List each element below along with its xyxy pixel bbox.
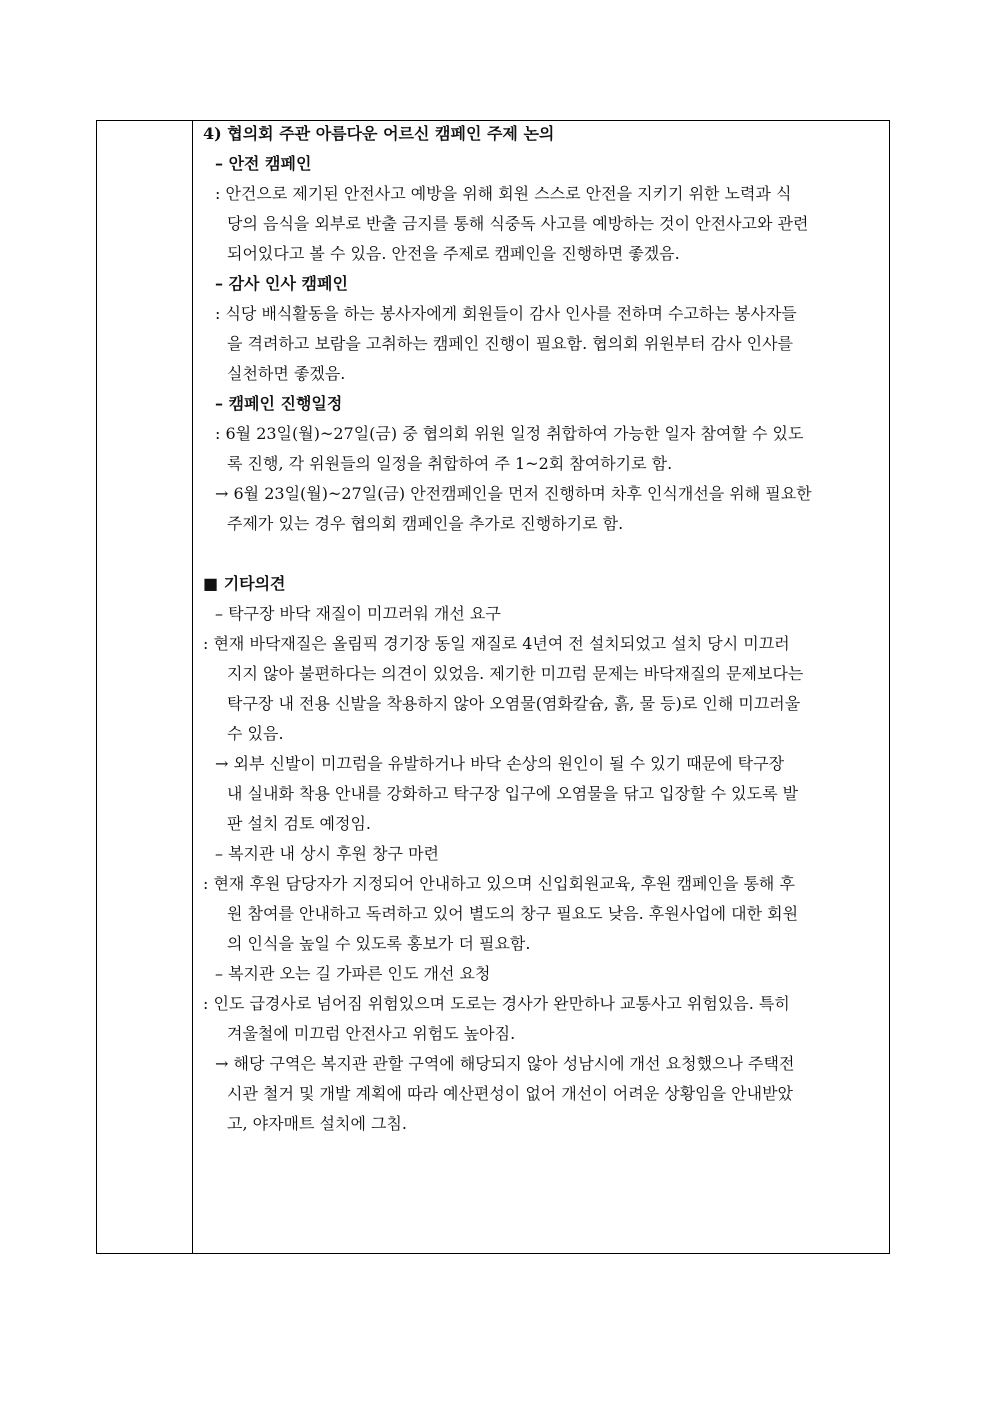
table-tennis-line: 판 설치 검토 예정임. xyxy=(227,814,371,833)
sidewalk-line: : 인도 급경사로 넘어짐 위험있으며 도로는 경사가 완만하나 교통사고 위험있음. 특히 xyxy=(203,994,790,1013)
schedule-line: 록 진행, 각 위원들의 일정을 취합하여 주 1~2회 참여하기로 함. xyxy=(227,454,673,473)
sidewalk-line: 시관 철거 및 개발 계획에 따라 예산편성이 없어 개선이 어려운 상황임을 안내받았 xyxy=(227,1084,793,1103)
donation-line: 원 참여를 안내하고 독려하고 있어 별도의 창구 필요도 낮음. 후원사업에 대한 회원 xyxy=(227,904,799,923)
donation-title: – 복지관 내 상시 후원 창구 마련 xyxy=(215,844,439,863)
thanks-line: : 식당 배식활동을 하는 봉사자에게 회원들이 감사 인사를 전하며 수고하는 봉사자들 xyxy=(215,304,797,323)
label-column xyxy=(97,121,193,1253)
sidewalk-title: – 복지관 오는 길 가파른 인도 개선 요청 xyxy=(215,964,491,983)
sidewalk-line: → 해당 구역은 복지관 관할 구역에 해당되지 않아 성남시에 개선 요청했으나 주택전 xyxy=(215,1054,795,1073)
table-tennis-line: 수 있음. xyxy=(227,724,284,743)
thanks-campaign-title: – 감사 인사 캠페인 xyxy=(215,274,348,293)
sidewalk-line: 고, 야자매트 설치에 그침. xyxy=(227,1114,407,1133)
table-tennis-line: 지지 않아 불편하다는 의견이 있었음. 제기한 미끄럼 문제는 바닥재질의 문제보다는 xyxy=(227,664,804,683)
other-opinions-heading: ■ 기타의견 xyxy=(203,574,286,593)
sidewalk-line: 겨울철에 미끄럼 안전사고 위험도 높아짐. xyxy=(227,1024,516,1043)
table-tennis-title: – 탁구장 바닥 재질이 미끄러워 개선 요구 xyxy=(215,604,501,623)
table-tennis-line: → 외부 신발이 미끄럼을 유발하거나 바닥 손상의 원인이 될 수 있기 때문에 탁구장 xyxy=(215,754,785,773)
table-tennis-line: : 현재 바닥재질은 올림픽 경기장 동일 재질로 4년여 전 설치되었고 설치 당시 미끄러 xyxy=(203,634,790,653)
schedule-title: – 캠페인 진행일정 xyxy=(215,394,343,413)
schedule-line: 주제가 있는 경우 협의회 캠페인을 추가로 진행하기로 함. xyxy=(227,514,624,533)
safety-campaign-title: – 안전 캠페인 xyxy=(215,154,312,173)
thanks-line: 을 격려하고 보람을 고취하는 캠페인 진행이 필요함. 협의회 위원부터 감사 인사를 xyxy=(227,334,793,353)
schedule-line: : 6월 23일(월)~27일(금) 중 협의회 위원 일정 취합하여 가능한 일자 참여할 수 있도 xyxy=(215,424,804,443)
table-tennis-line: 탁구장 내 전용 신발을 착용하지 않아 오염물(염화칼슘, 흙, 물 등)로 인해 미끄러울 xyxy=(227,694,801,713)
section-heading-campaign: 4) 협의회 주관 아름다운 어르신 캠페인 주제 논의 xyxy=(203,124,555,143)
safety-line: 되어있다고 볼 수 있음. 안전을 주제로 캠페인을 진행하면 좋겠음. xyxy=(227,244,680,263)
thanks-line: 실천하면 좋겠음. xyxy=(227,364,346,383)
schedule-line: → 6월 23일(월)~27일(금) 안전캠페인을 먼저 진행하며 차후 인식개선을 위해 필요한 xyxy=(215,484,812,503)
minutes-table xyxy=(96,120,890,1254)
safety-line: 당의 음식을 외부로 반출 금지를 통해 식중독 사고를 예방하는 것이 안전사고와 관련 xyxy=(227,214,809,233)
safety-line: : 안건으로 제기된 안전사고 예방을 위해 회원 스스로 안전을 지키기 위한 노력과 식 xyxy=(215,184,792,203)
donation-line: : 현재 후원 담당자가 지정되어 안내하고 있으며 신입회원교육, 후원 캠페인을 통해 후 xyxy=(203,874,795,893)
table-tennis-line: 내 실내화 착용 안내를 강화하고 탁구장 입구에 오염물을 닦고 입장할 수 있도록 발 xyxy=(227,784,799,803)
donation-line: 의 인식을 높일 수 있도록 홍보가 더 필요함. xyxy=(227,934,531,953)
